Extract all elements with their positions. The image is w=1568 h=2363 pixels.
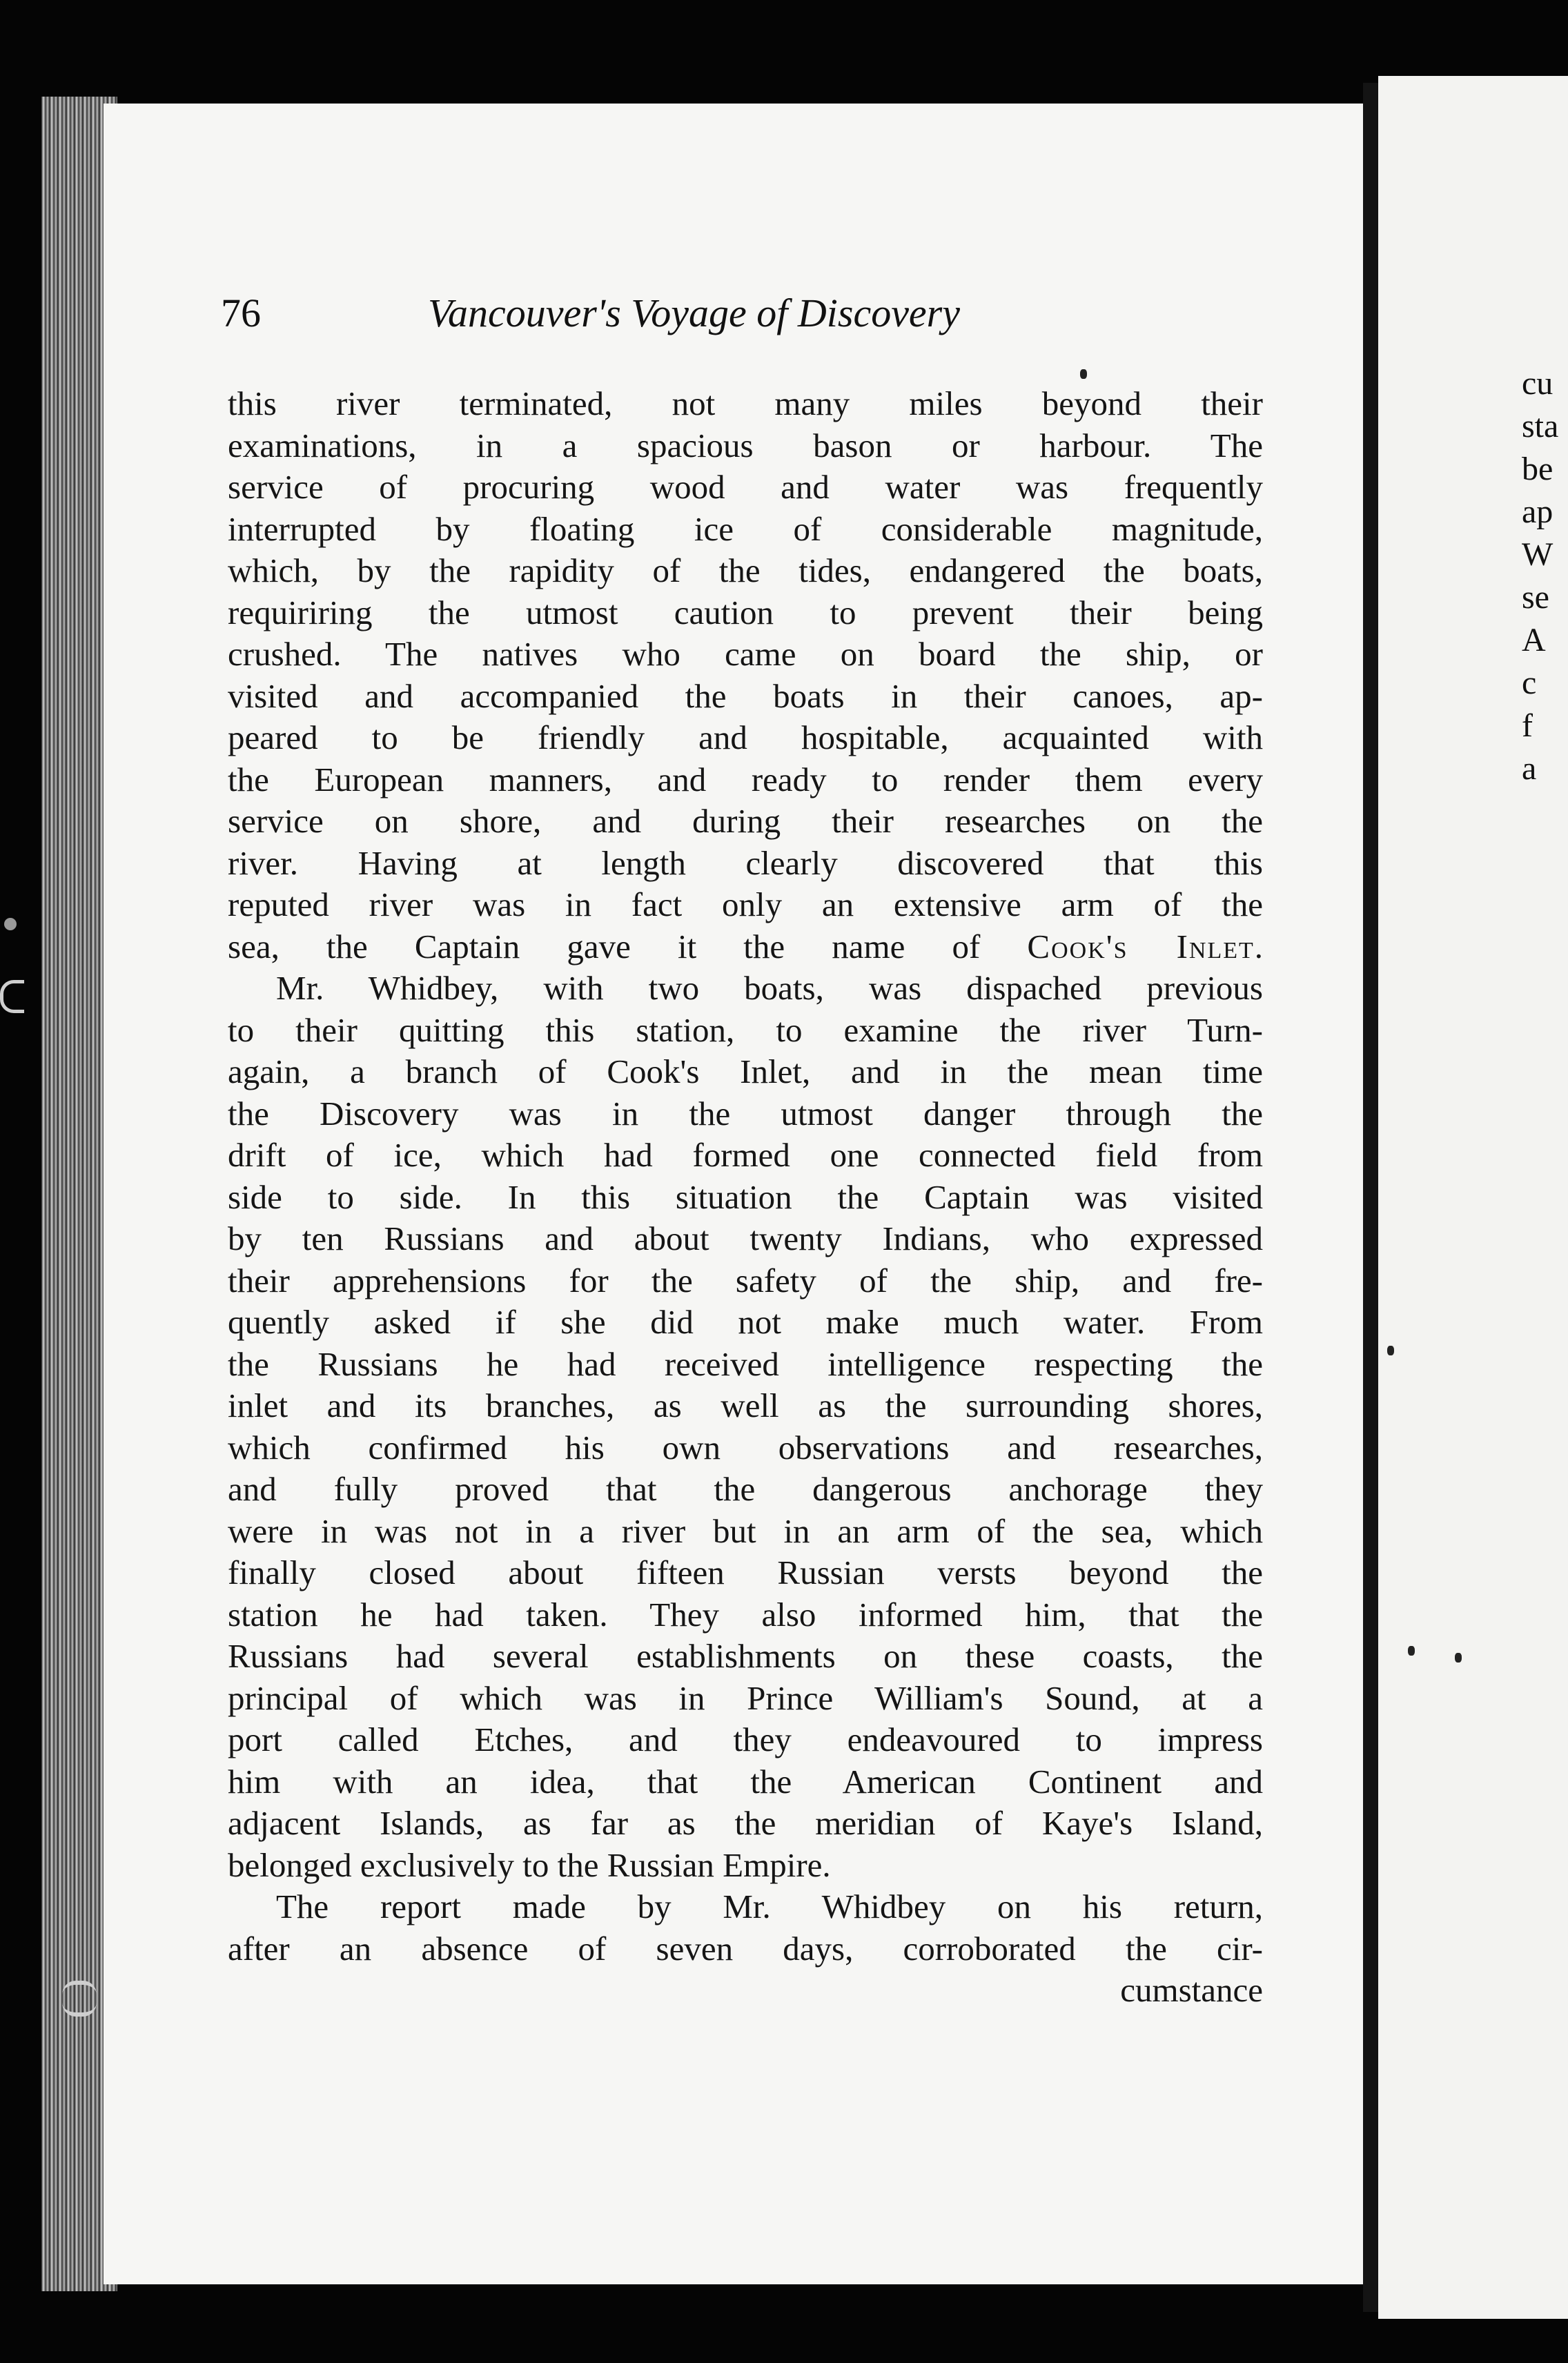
text-line: again, a branch of Cook's Inlet, and in the mean time	[228, 1052, 1263, 1090]
text-line: port called Etches, and they endeavoured to impress	[228, 1720, 1263, 1758]
catchword: cumstance	[1120, 1971, 1263, 2009]
text-run: .	[1254, 927, 1263, 965]
text-line: peared to be friendly and hospitable, acquainted with	[228, 718, 1263, 756]
text-line: visited and accompanied the boats in their canoes, ap-	[228, 676, 1263, 715]
text-run: sea, the Captain gave it the name of	[228, 927, 1028, 965]
text-line: which confirmed his own observations and researches,	[228, 1428, 1263, 1467]
text-line: station he had taken. They also informed him, that the	[228, 1595, 1263, 1634]
text-line: which, by the rapidity of the tides, endangered the boats,	[228, 551, 1263, 589]
text-line: the Discovery was in the utmost danger through the	[228, 1094, 1263, 1133]
text-line: side to side. In this situation the Captain was visited	[228, 1177, 1263, 1216]
text-line: finally closed about fifteen Russian versts beyond the	[228, 1553, 1263, 1591]
text-line: reputed river was in fact only an extensive arm of the	[228, 885, 1263, 923]
text-line: service on shore, and during their researches on the	[228, 802, 1263, 840]
facing-page-fragments	[1522, 362, 1567, 790]
text-line: after an absence of seven days, corroborated the cir-	[228, 1929, 1263, 1968]
text-line: river. Having at length clearly discovered that this	[228, 843, 1263, 882]
text-line: the European manners, and ready to render them every	[228, 760, 1263, 798]
scan-speck	[1455, 1653, 1462, 1663]
text-line: service of procuring wood and water was frequently	[228, 468, 1263, 506]
place-name-smallcaps: Cook's Inlet	[1027, 927, 1255, 965]
book-gutter	[1363, 83, 1378, 2312]
text-line: this river terminated, not many miles beyond their	[228, 384, 1263, 422]
text-line: crushed. The natives who came on board the ship, or	[228, 635, 1263, 673]
running-title: Vancouver's Voyage of Discovery	[428, 291, 960, 335]
text-line: him with an idea, that the American Continent and	[228, 1762, 1263, 1801]
text-line: quently asked if she did not make much water. From	[228, 1303, 1263, 1341]
text-line: by ten Russians and about twenty Indians, who expressed	[228, 1219, 1263, 1257]
scan-blemish	[0, 980, 24, 1013]
facing-page-fragment: W	[1522, 536, 1554, 573]
facing-page-fragment: A	[1522, 622, 1546, 658]
text-line: were in was not in a river but in an arm of the sea, which	[228, 1511, 1263, 1550]
text-line: interrupted by floating ice of considerable magnitude,	[228, 509, 1263, 548]
text-line: their apprehensions for the safety of the ship, and fre-	[228, 1261, 1263, 1300]
text-line: The report made by Mr. Whidbey on his return,	[276, 1888, 1263, 1925]
facing-page-fragment: a	[1522, 750, 1537, 787]
scan-speck	[1387, 1346, 1394, 1355]
text-line: principal of which was in Prince William's Sound, at a	[228, 1678, 1263, 1717]
text-line: examinations, in a spacious bason or harbour. The	[228, 426, 1263, 464]
facing-page-fragment: ap	[1522, 493, 1554, 530]
text-line: inlet and its branches, as well as the surrounding shores,	[228, 1386, 1263, 1424]
text-line: adjacent Islands, as far as the meridian of Kaye's Island,	[228, 1804, 1263, 1842]
running-head	[221, 290, 1021, 352]
text-line: Mr. Whidbey, with two boats, was dispached previous	[276, 969, 1263, 1007]
page-number: 76	[221, 291, 261, 335]
scan-speck	[1080, 369, 1087, 379]
text-line: requiriring the utmost caution to prevent their being	[228, 593, 1263, 631]
text-line: to their quitting this station, to examine the river Turn-	[228, 1010, 1263, 1049]
facing-page-fragment: sta	[1522, 408, 1559, 444]
text-line: the Russians he had received intelligence respecting the	[228, 1344, 1263, 1383]
text-line: and fully proved that the dangerous anchorage they	[228, 1470, 1263, 1508]
scan-blemish	[62, 1981, 97, 2017]
facing-page-fragment: c	[1522, 665, 1537, 701]
text-line: Russians had several establishments on these coasts, the	[228, 1637, 1263, 1675]
scan-speck	[1408, 1646, 1415, 1656]
facing-page-fragment: se	[1522, 579, 1549, 616]
scan-blemish	[4, 918, 17, 930]
text-line: drift of ice, which had formed one connected field from	[228, 1136, 1263, 1174]
body-text	[228, 383, 1263, 2012]
text-line	[228, 926, 1263, 968]
text-line: belonged exclusively to the Russian Empire.	[228, 1845, 831, 1884]
facing-page-fragment: f	[1522, 707, 1533, 744]
facing-page-fragment: cu	[1522, 365, 1554, 402]
facing-page-fragment: be	[1522, 451, 1554, 487]
